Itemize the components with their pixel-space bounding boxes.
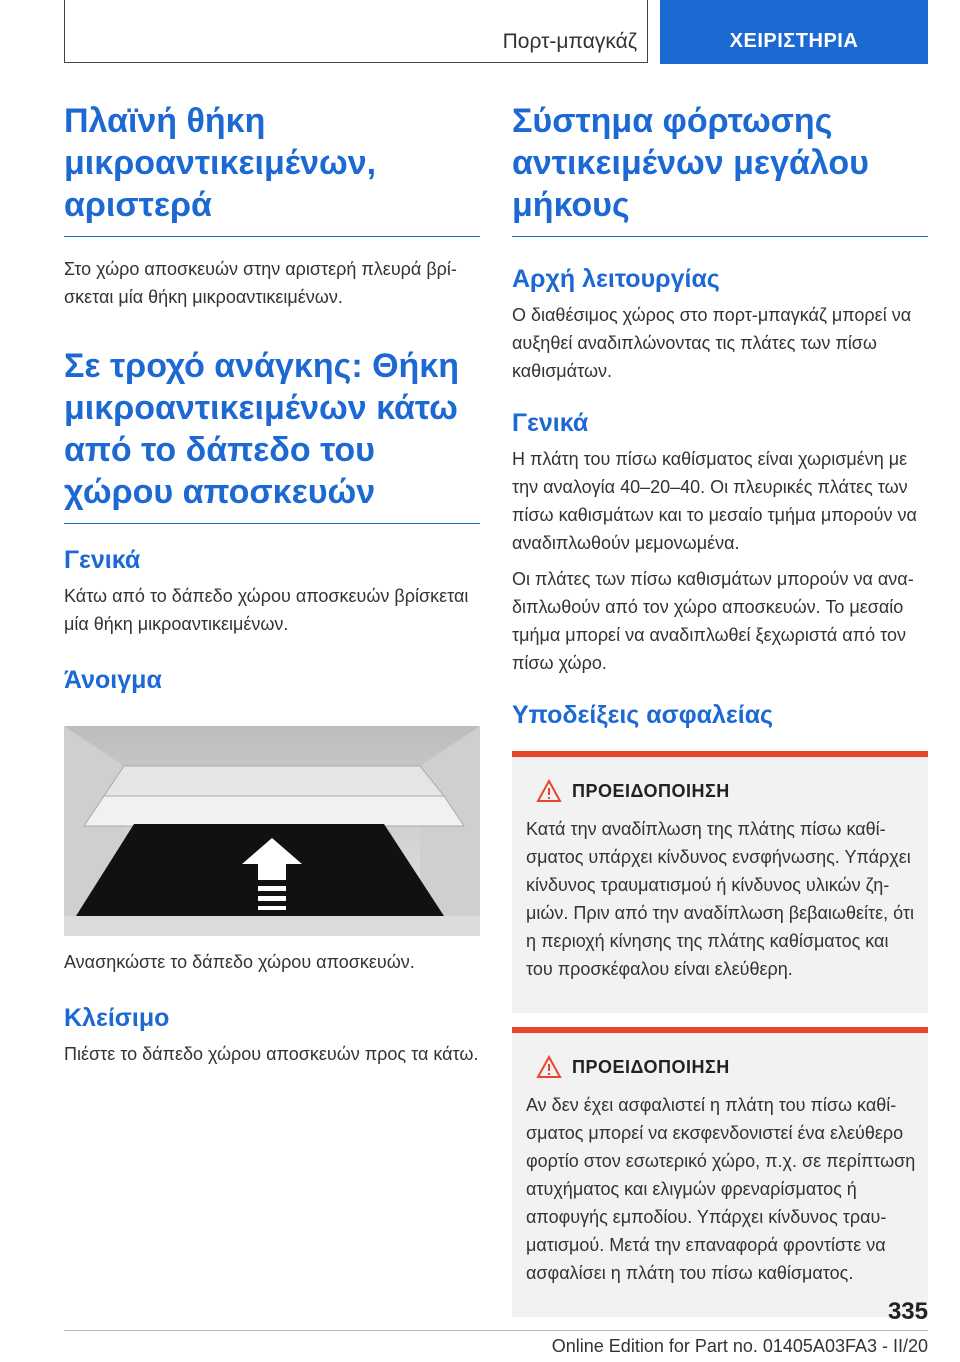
heading-closing: Κλείσιμο <box>64 1004 170 1032</box>
heading-opening: Άνοιγμα <box>64 666 162 694</box>
heading-side-compartment: Πλαϊνή θήκη μικροαντικειμένων, αριστερά <box>64 100 480 237</box>
heading-general-right: Γενικά <box>512 409 589 437</box>
trunk-floor-image <box>64 726 480 936</box>
right-column <box>512 100 928 1317</box>
warning-title-2: ΠΡΟΕΙΔΟΠΟΙΗΣΗ <box>572 1056 730 1077</box>
edition-note: Online Edition for Part no. 01405A03FA3 - II/20 <box>551 1336 928 1356</box>
warning-triangle-icon <box>536 779 562 803</box>
heading-principle: Αρχή λειτουργίας <box>512 265 720 293</box>
chapter-title: ΧΕΙΡΙΣΤΗΡΙΑ <box>729 30 859 52</box>
paragraph-side-compartment: Στο χώρο αποσκευών στην αριστερή πλευρά βρίσκεται μία θήκη μικροαντικειμένων. <box>64 259 457 307</box>
heading-safety: Υποδείξεις ασφαλείας <box>512 701 774 729</box>
footer-divider <box>64 1330 928 1331</box>
warning-title-1: ΠΡΟΕΙΔΟΠΟΙΗΣΗ <box>572 780 730 801</box>
left-column <box>64 100 480 1068</box>
paragraph-general: Κάτω από το δάπεδο χώρου αποσκευών βρίσκεται μία θήκη μικροαντικειμένων. <box>64 586 469 634</box>
warning-box-2 <box>512 1027 928 1317</box>
page-number: 335 <box>887 1298 928 1325</box>
paragraph-principle: Ο διαθέσιμος χώρος στο πορτ-μπαγκάζ μπορεί να αυξηθεί αναδιπλώνοντας τις πλάτες των πίσω καθισμάτων. <box>512 305 912 381</box>
warning-header-2 <box>536 1055 918 1079</box>
section-title: Πορτ-μπαγκάζ <box>502 30 637 53</box>
page-header <box>64 0 928 64</box>
warning-triangle-icon <box>536 1055 562 1079</box>
chapter-tab <box>660 0 928 64</box>
heading-general: Γενικά <box>64 546 141 574</box>
paragraph-general-right-1: Η πλάτη του πίσω καθίσματος είναι χωρισμένη με την αναλογία 40–20–40. Οι πλευρικές πλάτες των πίσω καθισμάτων και το μεσαίο τμήμα μπορούν να αναδιπλωθούν μεμονωμένα. <box>512 449 917 553</box>
warning-header-1 <box>536 779 918 803</box>
paragraph-closing: Πιέστε το δάπεδο χώρου αποσκευών προς τα κάτω. <box>64 1044 479 1064</box>
luggage-floor-illustration <box>64 726 480 936</box>
warning-box-1 <box>512 751 928 1013</box>
heading-long-load-system: Σύστημα φόρτωσης αντικειμένων μεγάλου μήκους <box>512 100 928 237</box>
heading-spare-wheel-compartment: Σε τροχό ανάγκης: Θήκη μικροαντικειμένων κάτω από το δάπεδο του χώρου αποσκευών <box>64 345 480 524</box>
paragraph-general-right-2: Οι πλάτες των πίσω καθισμάτων μπορούν να αναδιπλωθούν από τον χώρο αποσκευών. Το μεσαίο τμήμα μπορεί να αναδιπλωθεί ξεχωριστά από τον πίσω χώρο. <box>512 569 914 673</box>
warning-text-1: Κατά την αναδίπλωση της πλάτης πίσω καθίσματος υπάρχει κίνδυνος ενσφήνωσης. Υπάρχει κίνδυνος τραυματισμού ή κίνδυνος υλικών ζημιών. Πριν από την αναδίπλωση βεβαιωθείτε, ότι η περιοχή κίνησης της πλάτης καθίσματος και του προσκέφαλου είναι ελεύθερη. <box>526 819 915 979</box>
figure-caption: Ανασηκώστε το δάπεδο χώρου αποσκευών. <box>64 952 415 972</box>
warning-text-2: Αν δεν έχει ασφαλιστεί η πλάτη του πίσω καθίσματος μπορεί να εκσφενδονιστεί ένα ελεύθερο φορτίο στον εσωτερικό χώρο, π.χ. σε περίπτωση ατυχήματος και ελιγμών φρεναρίσματος ή αποφυγής εμποδίου. Υπάρχει κίνδυνος τραυματισμού. Μετά την επαναφορά φροντίστε να ασφαλίσει η πλάτη του πίσω καθίσματος. <box>526 1095 916 1283</box>
section-tab <box>64 0 648 63</box>
